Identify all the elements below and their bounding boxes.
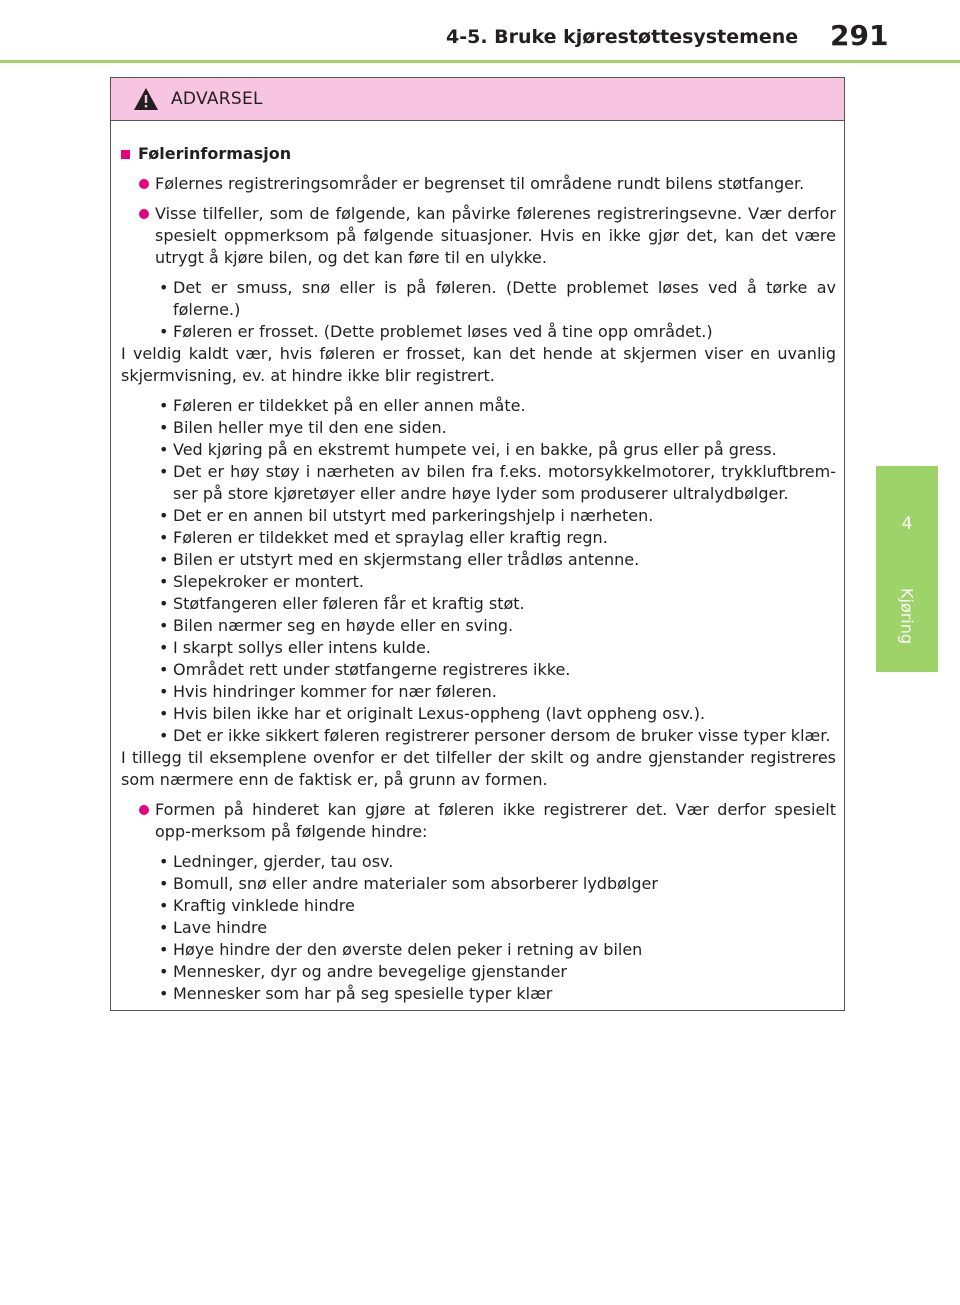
chapter-side-tab (876, 466, 938, 672)
chapter-label: Kjøring (897, 587, 917, 645)
bullet-item: • Det er ikke sikkert føleren registrerer personer dersom de bruker visse typer klær. (159, 726, 831, 745)
list-item (121, 173, 836, 195)
warning-label: ADVARSEL (171, 89, 263, 109)
bullet-item: • Føleren er tildekket med et spraylag eller kraftig regn. (159, 528, 608, 547)
bullet-item: • Det er en annen bil utstyrt med parkeringshjelp i nærheten. (159, 506, 654, 525)
bullet-item: • Føleren er frosset. (Dette problemet løses ved å tine opp området.) (159, 322, 713, 341)
paragraph: I tillegg til eksemplene ovenfor er det tilfeller der skilt og andre gjenstander registreres som nærmere enn de faktisk er, på grunn av formen. (121, 748, 836, 789)
section-heading (121, 143, 836, 165)
bullet-item: • Bilen nærmer seg en høyde eller en sving. (159, 616, 514, 635)
circle-bullet-icon (139, 209, 149, 219)
list-item (121, 799, 836, 1005)
circle-bullet-icon (139, 805, 149, 815)
header-title: 4-5. Bruke kjørestøttesystemene (446, 26, 799, 48)
bullet-item: • I skarpt sollys eller intens kulde. (159, 638, 431, 657)
bullet-item: • Bilen heller mye til den ene siden. (159, 418, 447, 437)
bullet-item: • Ledninger, gjerder, tau osv. (159, 852, 394, 871)
square-bullet-icon (121, 150, 130, 159)
bullet-list (121, 851, 836, 1005)
warning-content (111, 121, 844, 1005)
bullet-item: • Føleren er tildekket på en eller annen måte. (159, 396, 526, 415)
bullet-item: • Bilen er utstyrt med en skjermstang eller trådløs antenne. (159, 550, 640, 569)
bullet-item: • Kraftig vinklede hindre (159, 896, 355, 915)
bullet-item: • Bomull, snø eller andre materialer som absorberer lydbølger (159, 874, 658, 893)
section-title: Følerinformasjon (138, 144, 292, 163)
warning-header (111, 78, 844, 121)
warning-box (110, 77, 845, 1011)
item-text: Visse tilfeller, som de følgende, kan påvirke følerenes registreringsevne. Vær derfor spesielt oppmerksom på følgende situasjoner. Hvis en ikke gjør det, kan det være utrygt å kjøre bilen, og det kan føre til en ulykke. (155, 204, 836, 267)
paragraph: I veldig kaldt vær, hvis føleren er frosset, kan det hende at skjermen viser en uvanlig skjermvisning, ev. at hindre ikke blir registrert. (121, 344, 836, 385)
list-item (121, 203, 836, 343)
warning-triangle-icon (133, 87, 159, 111)
bullet-item: • Ved kjøring på en ekstremt humpete vei, i en bakke, på grus eller på gress. (159, 440, 777, 459)
bullet-item: • Lave hindre (159, 918, 268, 937)
bullet-item: • Det er smuss, snø eller is på føleren. (Dette problemet løses ved å tørke av følerne.) (159, 278, 836, 319)
bullet-item: • Mennesker, dyr og andre bevegelige gjenstander (159, 962, 567, 981)
bullet-item: • Mennesker som har på seg spesielle typer klær (159, 984, 553, 1003)
bullet-list (121, 395, 836, 747)
bullet-item: • Det er høy støy i nærheten av bilen fra f.eks. motorsykkelmotorer, trykkluftbrem-ser på store kjøretøyer eller andre høye lyder som produserer ultralydbølger. (159, 462, 836, 503)
bullet-list (121, 277, 836, 343)
bullet-item: • Hvis hindringer kommer for nær føleren. (159, 682, 497, 701)
page-number: 291 (830, 19, 889, 52)
bullet-item: • Området rett under støtfangerne registreres ikke. (159, 660, 571, 679)
chapter-number: 4 (901, 514, 913, 534)
item-text: Følernes registreringsområder er begrenset til områdene rundt bilens støtfanger. (155, 174, 805, 193)
bullet-item: • Høye hindre der den øverste delen peker i retning av bilen (159, 940, 643, 959)
bullet-item: • Hvis bilen ikke har et originalt Lexus-oppheng (lavt oppheng osv.). (159, 704, 706, 723)
header-rule (0, 60, 960, 63)
bullet-item: • Slepekroker er montert. (159, 572, 365, 591)
item-text: Formen på hinderet kan gjøre at føleren ikke registrerer det. Vær derfor spesielt opp-merksom på følgende hindre: (155, 800, 836, 841)
circle-bullet-icon (139, 179, 149, 189)
bullet-item: • Støtfangeren eller føleren får et kraftig støt. (159, 594, 525, 613)
